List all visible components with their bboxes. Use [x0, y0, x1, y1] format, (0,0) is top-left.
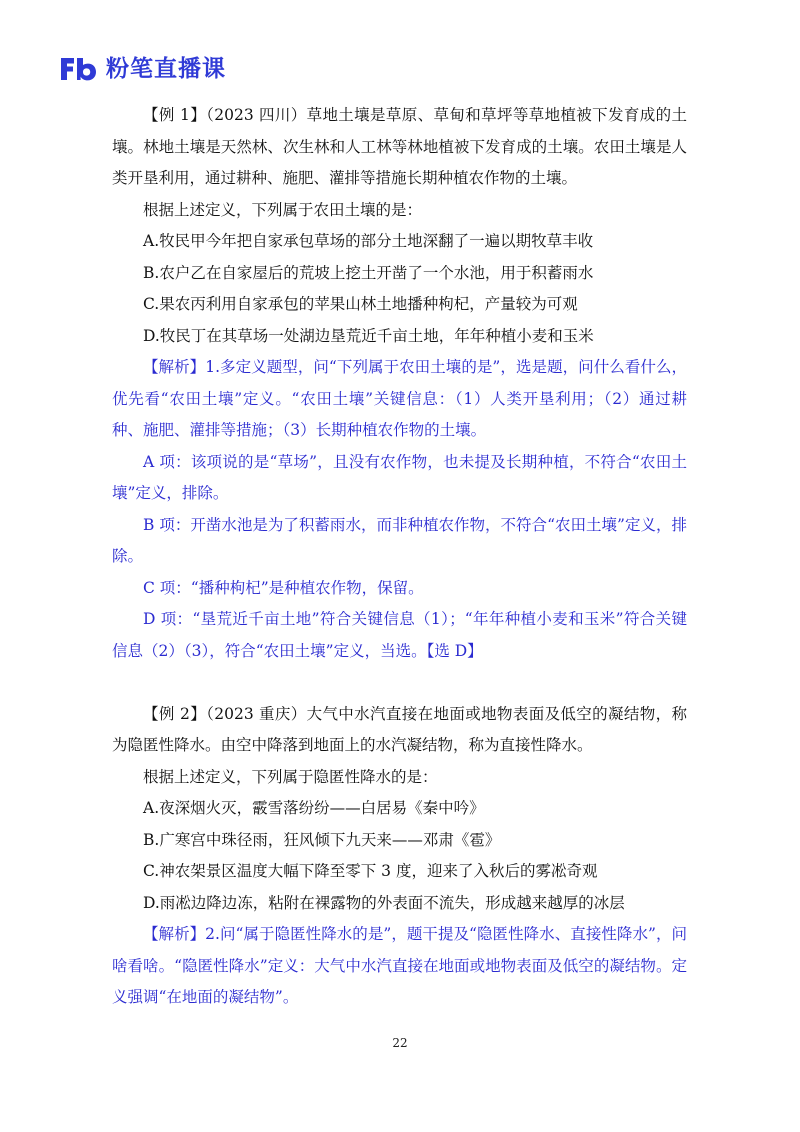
example-1-option-c: C.果农丙利用自家承包的苹果山林土地播种枸杞，产量较为可观 — [143, 295, 578, 313]
example-2-option-a: A.夜深烟火灭，霰雪落纷纷——白居易《秦中吟》 — [143, 799, 485, 817]
example-2-question: 根据上述定义，下列属于隐匿性降水的是： — [143, 767, 438, 786]
document-body — [112, 100, 687, 1014]
example-1-question: 根据上述定义，下列属于农田土壤的是： — [143, 200, 423, 219]
example-1-analysis-d: D 项：“垦荒近千亩土地”符合关键信息（1）；“年年种植小麦和玉米”符合关键信息（2）（3），符合“农田土壤”定义，当选。【选 D】 — [112, 610, 687, 660]
example-1-stem: 【例 1】（2023 四川）草地土壤是草原、草甸和草坪等草地植被下发育成的土壤。林地土壤是天然林、次生林和人工林等林地植被下发育成的土壤。农田土壤是人类开垦利用，通过耕种、施肥、灌排等措施长期种植农作物的土壤。 — [112, 106, 687, 187]
example-1-analysis-a: A 项：该项说的是“草场”，且没有农作物，也未提及长期种植，不符合“农田土壤”定义，排除。 — [112, 452, 687, 502]
example-1-analysis-c: C 项：“播种枸杞”是种植农作物，保留。 — [143, 578, 424, 597]
logo-text: 粉笔直播课 — [106, 56, 226, 82]
example-2 — [112, 699, 687, 1014]
example-2-stem: 【例 2】（2023 重庆）大气中水汽直接在地面或地物表面及低空的凝结物，称为隐匿性降水。由空中降落到地面上的水汽凝结物，称为直接性降水。 — [112, 704, 687, 754]
example-1-analysis-b: B 项：开凿水池是为了积蓄雨水，而非种植农作物，不符合“农田土壤”定义，排除。 — [112, 515, 687, 565]
section-gap — [112, 667, 687, 699]
example-1 — [112, 100, 687, 667]
example-1-option-b: B.农户乙在自家屋后的荒坡上挖土开凿了一个水池，用于积蓄雨水 — [143, 263, 594, 282]
page-number: 22 — [392, 1036, 408, 1050]
example-2-option-b: B.广寒宫中珠径雨，狂风倾下九天来——邓肃《雹》 — [143, 830, 501, 849]
example-1-option-a: A.牧民甲今年把自家承包草场的部分土地深翻了一遍以期牧草丰收 — [143, 232, 594, 250]
example-2-analysis: 【解析】2.问“属于隐匿性降水的是”，题干提及“隐匿性降水、直接性降水”，问啥看啥。“隐匿性降水”定义：大气中水汽直接在地面或地物表面及低空的凝结物。定义强调“在地面的凝结物”。 — [112, 925, 687, 1006]
example-1-option-d: D.牧民丁在其草场一处湖边垦荒近千亩土地，年年种植小麦和玉米 — [143, 326, 594, 345]
header — [58, 52, 226, 86]
example-2-option-d: D.雨凇边降边冻，粘附在裸露物的外表面不流失，形成越来越厚的冰层 — [143, 893, 625, 912]
example-1-analysis-intro: 【解析】1.多定义题型，问“下列属于农田土壤的是”，选是题，问什么看什么，优先看“农田土壤”定义。“农田土壤”关键信息：（1）人类开垦利用；（2）通过耕种、施肥、灌排等措施；（3）长期种植农作物的土壤。 — [112, 358, 687, 439]
fenbi-fb-logo-icon — [58, 54, 98, 84]
example-2-option-c: C.神农架景区温度大幅下降至零下 3 度，迎来了入秋后的雾凇奇观 — [143, 862, 598, 880]
